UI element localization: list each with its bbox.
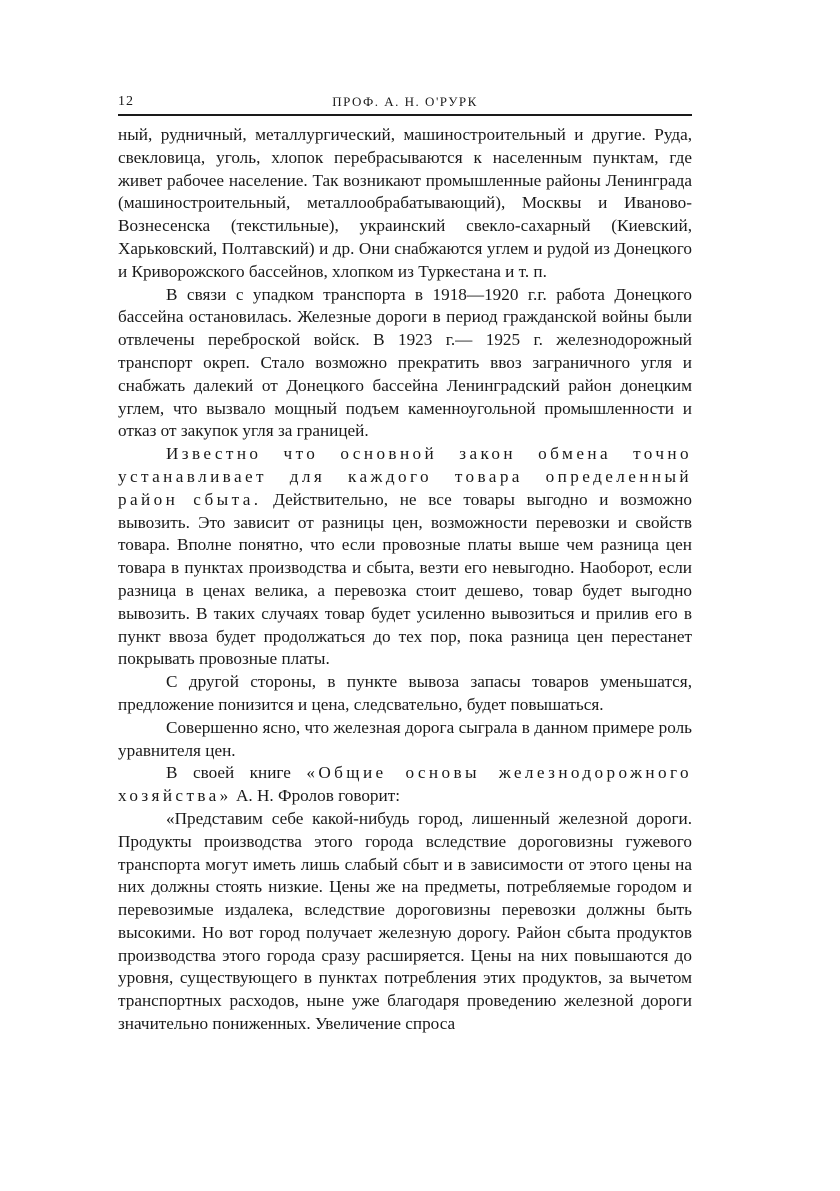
paragraph-1 (118, 124, 692, 284)
quote-text: «Представим себе какой-нибудь город, лишенный железной дороги. Продукты производства этого города вследствие дороговизны гужевого транспорта могут иметь лишь слабый сбыт и в зависимости от этого цены на них должны стоять низкие. Цены же на предметы, потребляемые городом и перевозимые издалека, вследствие дороговизны перевозки должны быть высокими. Но вот город получает железную дорогу. Район сбыта продуктов производства этого города сразу расширяется. Цены на них повышаются до уровня, существующего в пунктах потребления этих продуктов, за вычетом транспортных расходов, ныне уже благодаря проведению железной дороги значительно пониженных. Увеличение спроса (118, 808, 692, 1034)
running-head (118, 88, 692, 116)
paragraph-3-text: Действительно, не все товары выгодно и возможно вывозить. Это зависит от разницы цен, возможности перевозки и свойств товара. Вполне понятно, что если провозные платы выше чем разница цен товара в пунктах производства и сбыта, везти его невыгодно. Наоборот, если разница в ценах велика, а перевозка стоит дешево, товар будет выгодно вывозить. В таких случаях товар будет усиленно вывозиться и прилив его в пункт ввоза будет продолжаться до тех пор, пока разница цен перестанет покрывать провозные платы. (118, 489, 692, 669)
book-title: «Общие основы железнодорожного хозяйства» (118, 763, 692, 806)
paragraph-4-text: С другой стороны, в пункте вывоза запасы товаров уменьшатся, предложение понизится и цена, следсвательно, будет повышаться. (118, 672, 692, 714)
page-number: 12 (118, 94, 134, 109)
body-text (118, 124, 692, 1036)
spaced-emphasis: Известно что основной закон обмена точно устанавливает для каждого товара определенный район сбыта. (118, 444, 692, 509)
paragraph-7-quote (118, 808, 692, 1036)
paragraph-4 (118, 671, 692, 717)
paragraph-3 (118, 443, 692, 671)
paragraph-1-text: ный, рудничный, металлургический, машиностроительный и другие. Руда, свекловица, уголь, хлопок перебрасываются к населенным пунктам, где живет рабочее население. Так возникают промышленные районы Ленинграда (машиностроительный, металлообрабатывающий), Москвы и Иваново-Вознесенска (текстильные), украинский свекло-сахарный (Киевский, Харьковский, Полтавский) и др. Они снабжаются углем и рудой из Донецкого и Криворожского бассейнов, хлопком из Туркестана и т. п. (118, 125, 692, 281)
paragraph-6-text: В своей книге (166, 763, 307, 783)
paragraph-5 (118, 717, 692, 763)
paragraph-5-text: Совершенно ясно, что железная дорога сыграла в данном примере роль уравнителя цен. (118, 717, 692, 760)
book-page (118, 88, 692, 1036)
running-title: ПРОФ. А. Н. О'РУРК (332, 94, 478, 109)
paragraph-6-tail: А. Н. Фролов говорит: (231, 786, 401, 806)
paragraph-2 (118, 284, 692, 444)
paragraph-6 (118, 762, 692, 808)
paragraph-2-text: В связи с упадком транспорта в 1918—1920 г.г. работа Донецкого бассейна остановилась. Железные дороги в период гражданской войны были отвлечены переброской войск. В 1923 г.— 1925 г. железнодорожный транспорт окреп. Стало возможно прекратить ввоз заграничного угля и снабжать далекий от Донецкого бассейна Ленинградский район донецким углем, что вызвало мощный подъем каменноугольной промышленности и отказ от закупок угля за границей. (118, 284, 692, 441)
